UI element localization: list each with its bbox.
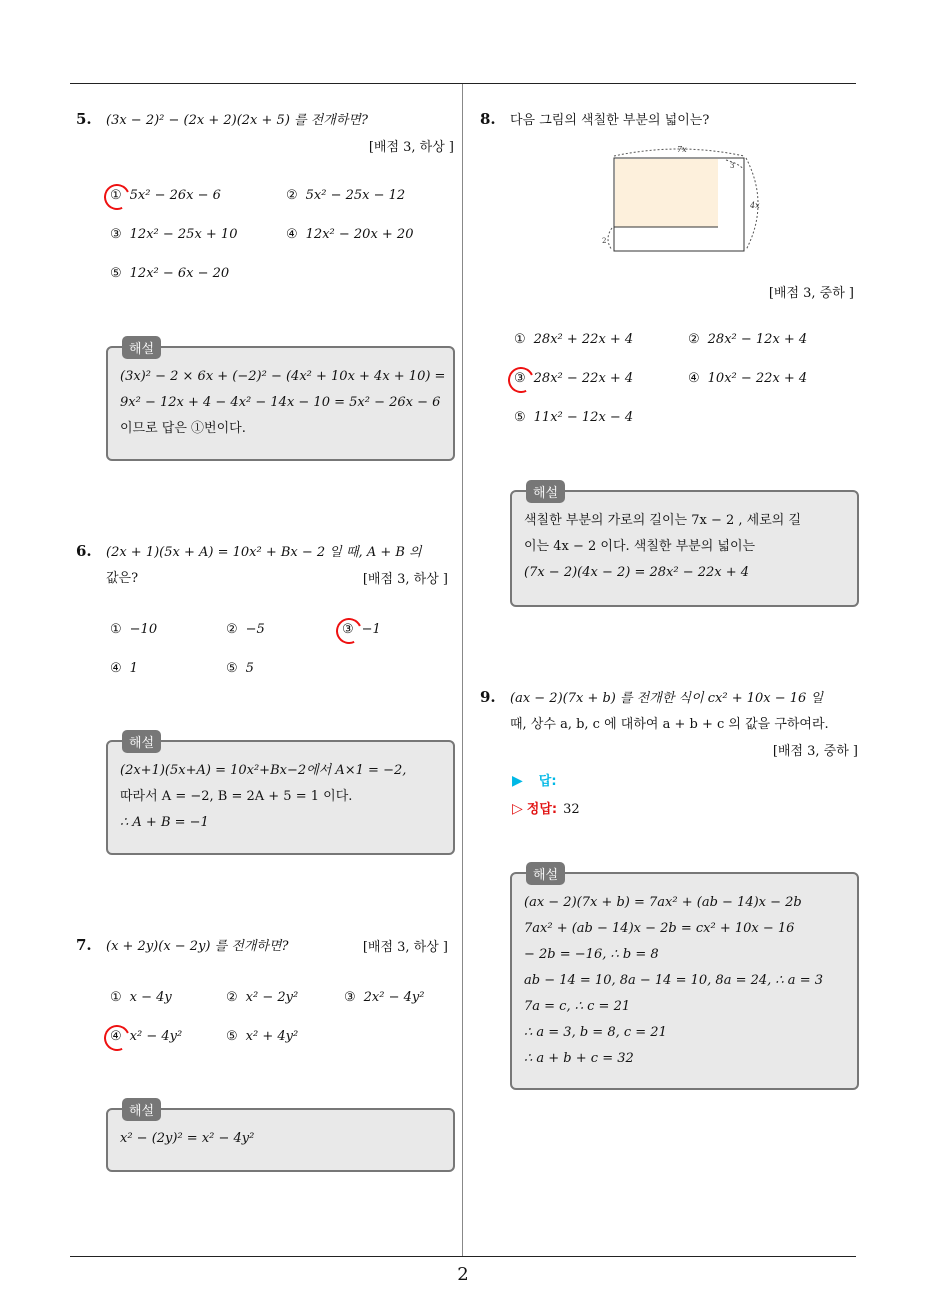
points-label: [배점 3, 하상 ] — [362, 572, 448, 587]
solution-tag: 해설 — [526, 480, 565, 503]
solution-line: 색칠한 부분의 가로의 길이는 7x − 2 , 세로의 길 — [524, 513, 802, 528]
answer-mark — [504, 363, 537, 396]
solution-line: 이는 4x − 2 이다. 색칠한 부분의 넓이는 — [524, 539, 756, 554]
correct-label: 정답: — [526, 802, 558, 817]
solution-line: ab − 14 = 10, 8a − 14 = 10, 8a = 24, ∴ a = 3 — [524, 973, 823, 988]
solution-box-7 — [106, 1104, 455, 1172]
question-number: 9. — [480, 688, 496, 706]
option-4[interactable]: ④ 12x² − 20x + 20 — [286, 227, 414, 242]
question-7 — [76, 936, 454, 1056]
solution-line: ∴ A + B = −1 — [120, 815, 209, 830]
answer-mark — [100, 1021, 133, 1054]
option-5[interactable]: ⑤ 11x² − 12x − 4 — [514, 410, 634, 425]
question-text: (2x + 1)(5x + A) = 10x² + Bx − 2 일 때, A + B 의 — [106, 545, 422, 560]
option-4[interactable]: ④ 10x² − 22x + 4 — [688, 371, 808, 386]
question-number: 6. — [76, 542, 92, 560]
hollow-triangle-icon: ▷ — [512, 801, 523, 817]
option-1[interactable]: ① 5x² − 26x − 6 — [110, 188, 221, 203]
option-2[interactable]: ② x² − 2y² — [226, 990, 299, 1005]
question-text: 값은? — [106, 571, 139, 586]
solution-line: ∴ a = 3, b = 8, c = 21 — [524, 1025, 667, 1040]
solution-line: 9x² − 12x + 4 − 4x² − 14x − 10 = 5x² − 26x − 6 — [120, 395, 441, 410]
points-label: [배점 3, 하상 ] — [362, 940, 448, 955]
option-2[interactable]: ② 28x² − 12x + 4 — [688, 332, 808, 347]
option-4[interactable]: ④ x² − 4y² — [110, 1029, 182, 1044]
option-3[interactable]: ③ 12x² − 25x + 10 — [110, 227, 238, 242]
option-3[interactable]: ③ 28x² − 22x + 4 — [514, 371, 633, 386]
solution-line: − 2b = −16, ∴ b = 8 — [524, 947, 659, 962]
option-4[interactable]: ④ 1 — [110, 661, 138, 676]
option-1[interactable]: ① x − 4y — [110, 990, 172, 1005]
solution-line: 7ax² + (ab − 14)x − 2b = cx² + 10x − 16 — [524, 921, 795, 936]
solution-line: (2x+1)(5x+A) = 10x²+Bx−2에서 A×1 = −2, — [120, 763, 407, 778]
solution-tag: 해설 — [122, 1098, 161, 1121]
correct-value: 32 — [563, 802, 580, 817]
label-top: 7x — [677, 145, 687, 154]
answer-mark — [332, 614, 365, 647]
solution-line: 따라서 A = −2, B = 2A + 5 = 1 이다. — [120, 789, 353, 804]
solution-box-8 — [510, 486, 859, 607]
option-1[interactable]: ① 28x² + 22x + 4 — [514, 332, 634, 347]
question-8 — [480, 110, 858, 440]
solution-line: x² − (2y)² = x² − 4y² — [120, 1131, 255, 1146]
label-right: 4x — [750, 201, 760, 210]
label-left-small: 2 — [602, 237, 607, 245]
top-rule — [70, 83, 856, 84]
solution-box-6 — [106, 736, 455, 855]
option-1[interactable]: ① −10 — [110, 622, 158, 637]
shaded-region — [615, 159, 718, 227]
answer-mark — [100, 180, 133, 213]
solution-tag: 해설 — [122, 730, 161, 753]
solution-tag: 해설 — [526, 862, 565, 885]
option-5[interactable]: ⑤ x² + 4y² — [226, 1029, 299, 1044]
points-label: [배점 3, 하상 ] — [368, 140, 454, 155]
page-number: 2 — [457, 1264, 469, 1285]
question-number: 8. — [480, 110, 496, 128]
solution-tag: 해설 — [122, 336, 161, 359]
label-right-small: 3 — [730, 162, 735, 170]
question-text: (x + 2y)(x − 2y) 를 전개하면? — [106, 939, 289, 954]
solution-line: (ax − 2)(7x + b) = 7ax² + (ab − 14)x − 2b — [524, 895, 802, 910]
solution-box-9 — [510, 868, 859, 1090]
solution-line: 7a = c, ∴ c = 21 — [524, 999, 631, 1014]
option-3[interactable]: ③ 2x² − 4y² — [344, 990, 425, 1005]
solution-box-5 — [106, 342, 455, 461]
area-figure — [600, 138, 770, 258]
question-text: 때, 상수 a, b, c 에 대하여 a + b + c 의 값을 구하여라. — [510, 717, 829, 732]
option-2[interactable]: ② 5x² − 25x − 12 — [286, 188, 406, 203]
question-text: (ax − 2)(7x + b) 를 전개한 식이 cx² + 10x − 16 일 — [510, 691, 824, 706]
question-text: 다음 그림의 색칠한 부분의 넓이는? — [510, 113, 710, 128]
points-label: [배점 3, 중하 ] — [768, 286, 854, 301]
question-9 — [480, 688, 858, 828]
question-number: 7. — [76, 936, 92, 954]
points-label: [배점 3, 중하 ] — [772, 744, 858, 759]
option-3[interactable]: ③ −1 — [342, 622, 381, 637]
correct-answer-row — [512, 798, 580, 817]
solution-line: 이므로 답은 ①번이다. — [120, 421, 246, 436]
question-6 — [76, 542, 454, 702]
play-icon: ▶ — [512, 773, 523, 789]
solution-line: (3x)² − 2 × 6x + (−2)² − (4x² + 10x + 4x + 10) = — [120, 369, 446, 384]
option-2[interactable]: ② −5 — [226, 622, 265, 637]
option-5[interactable]: ⑤ 12x² − 6x − 20 — [110, 266, 230, 281]
question-number: 5. — [76, 110, 92, 128]
column-divider — [462, 84, 463, 1256]
solution-line: ∴ a + b + c = 32 — [524, 1051, 634, 1066]
answer-label: 답: — [538, 774, 557, 789]
bottom-rule — [70, 1256, 856, 1257]
question-text: (3x − 2)² − (2x + 2)(2x + 5) 를 전개하면? — [106, 113, 368, 128]
option-5[interactable]: ⑤ 5 — [226, 661, 254, 676]
solution-line: (7x − 2)(4x − 2) = 28x² − 22x + 4 — [524, 565, 750, 580]
answer-row[interactable] — [512, 770, 557, 789]
